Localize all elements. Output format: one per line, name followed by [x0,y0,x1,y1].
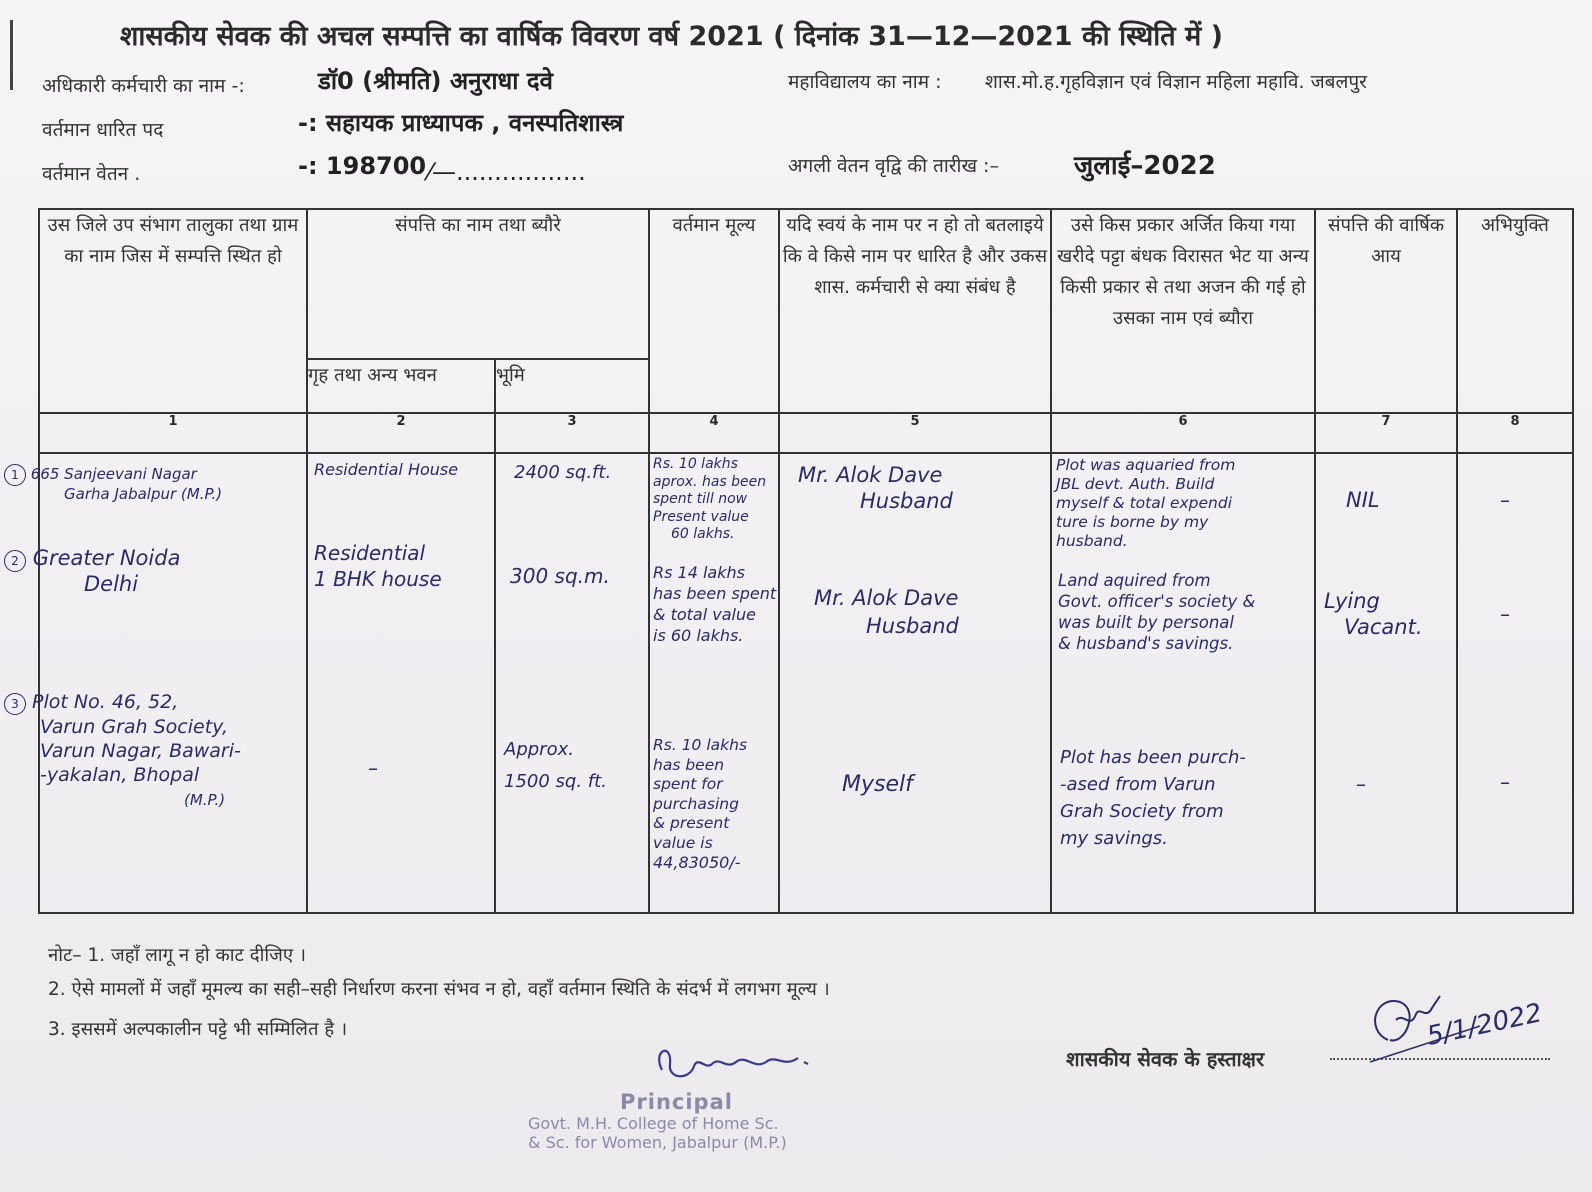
acquired-line: myself & total expendi [1056,494,1233,512]
location-line: Varun Grah Society, [40,716,228,738]
location-line: Varun Nagar, Bawari- [40,740,241,762]
table-row [1056,456,1235,551]
income-line: NIL [1346,488,1380,512]
col-location-header: उस जिले उप संभाग तालुका तथा ग्राम का नाम जिस में सम्पत्ति स्थित हो [39,209,307,413]
remark-cell [1457,453,1573,913]
table-row [1324,588,1423,640]
value-line: value is [653,833,713,852]
remark-line: – [1500,770,1510,794]
land-line: 300 sq.m. [510,564,610,588]
building-line: Residential House [314,460,459,479]
land-line: 2400 sq.ft. [514,462,612,483]
value-line: has been [653,755,725,774]
col-number: 5 [779,413,1051,453]
value-line: Present value [653,508,749,525]
col-number: 3 [495,413,649,453]
land-line: 1500 sq. ft. [504,771,607,792]
building-line: – [368,756,378,780]
table-row [1060,744,1246,852]
post-value: -: सहायक प्राध्यापक , वनस्पतिशास्त्र [298,109,624,137]
value-line: Rs 14 lakhs [653,563,745,582]
table-row [4,546,180,596]
income-line: Vacant. [1344,615,1423,639]
row-index: 1 [4,464,26,486]
col-remark-header: अभियुक्ति [1457,209,1573,413]
increment-label: अगली वेतन वृद्वि की तारीख :– [788,155,999,177]
location-cell [11,453,307,913]
col-number: 6 [1051,413,1315,453]
table-row [653,562,776,646]
value-line: has been spent [653,584,777,603]
college-label: महाविद्यालय का नाम : [788,71,942,93]
acquired-line: Govt. officer's society & [1058,592,1256,611]
value-line: is 60 lakhs. [653,626,744,645]
property-table [11,208,1574,914]
value-line: spent till now [653,491,748,507]
holder-cell [779,453,1051,913]
increment-value: जुलाई–2022 [1074,151,1216,181]
value-line: 60 lakhs. [671,526,735,542]
income-line: Lying [1324,589,1380,613]
scan-edge-mark [10,20,13,90]
land-cell [495,453,649,913]
location-line: Garha Jabalpur (M.P.) [64,485,223,503]
value-line: spent for [653,775,723,793]
building-line: Residential [314,541,426,565]
table-body-row [39,453,1573,913]
value-line: & present [653,814,730,832]
col-number: 8 [1457,413,1573,453]
building-line: 1 BHK house [314,567,442,591]
col-value-header: वर्तमान मूल्य [649,209,779,413]
salary-value: -: 198700 [298,152,427,180]
column-number-row [39,413,1573,453]
note-2: 2. ऐसे मामलों में जहॉं मूमल्य का सही–सही निर्धारण करना संभव न हो, वहॉं वर्तमान स्थिति के संदर्भ में लगभग मूल्य । [48,979,830,1000]
acquired-line: Plot has been purch- [1060,747,1246,768]
subcol-land-header: भूमि [495,359,649,413]
col-acquired-header: उसे किस प्रकार अर्जित किया गया खरीदे पट्टा बंधक विरासत भेट या अन्य किसी प्रकार से तथा अजन की गई हो उसका नाम एवं ब्यौरा [1051,209,1315,413]
row-index: 3 [4,693,26,715]
col-property-header: संपत्ति का नाम तथा ब्यौरे [307,209,649,359]
table-row [4,690,241,812]
location-line: Delhi [84,572,139,596]
col-number: 2 [307,413,495,453]
land-line: Approx. [504,739,574,760]
acquired-line: Land aquired from [1058,571,1211,590]
location-line: (M.P.) [184,791,226,809]
location-line: -yakalan, Bhopal [40,764,200,786]
col-income-header: संपत्ति की वार्षिक आय [1315,209,1457,413]
subcol-building-header: गृह तथा अन्य भवन [307,359,495,413]
value-line: 44,83050/- [653,853,741,872]
table-row [798,462,953,514]
acquired-line: & husband's savings. [1058,634,1234,653]
salary-slash-mark: ⁄—................. [428,158,586,186]
officer-label: अधिकारी कर्मचारी का नाम -: [42,75,245,97]
principal-stamp [528,1090,787,1152]
col-number: 7 [1315,413,1457,453]
table-row [4,464,222,503]
note-3: 3. इससमें अल्पकालीन पट्टे भी सम्मिलित है । [48,1019,348,1040]
col-holder-header: यदि स्वयं के नाम पर न हो तो बतलाइये कि वे किसे नाम पर धारित है और उकस शास. कर्मचारी से क्या संबंध है [779,209,1051,413]
acquired-line: ture is borne by my [1056,513,1209,531]
income-cell [1315,453,1457,913]
table-row [653,456,766,544]
holder-line: Myself [842,772,913,797]
value-line: purchasing [653,794,739,813]
table-row [314,540,442,592]
acquired-line: husband. [1056,532,1128,550]
value-cell [649,453,779,913]
col-number: 1 [39,413,307,453]
stamp-title: Principal [620,1090,733,1114]
location-line: Greater Noida [32,546,181,570]
income-line: – [1356,772,1366,796]
col-number: 4 [649,413,779,453]
value-line: & total value [653,605,756,624]
location-line: 665 Sanjeevani Nagar [30,465,197,483]
acquired-line: was built by personal [1058,613,1234,632]
stamp-line: Govt. M.H. College of Home Sc. [528,1114,779,1133]
remark-line: – [1500,488,1510,512]
holder-line: Mr. Alok Dave [798,463,943,487]
officer-value: डॉ0 (श्रीमति) अनुराधा दवे [318,67,553,95]
holder-line: Mr. Alok Dave [814,586,959,610]
college-value: शास.मो.ह.गृहविज्ञान एवं विज्ञान महिला महावि. जबलपुर [985,71,1367,93]
salary-label: वर्तमान वेतन . [42,163,141,185]
acquired-line: Plot was aquaried from [1056,456,1236,474]
building-cell [307,453,495,913]
value-line: Rs. 10 lakhs [653,736,748,754]
stamp-line: & Sc. for Women, Jabalpur (M.P.) [528,1133,787,1152]
document-title: शासकीय सेवक की अचल सम्पत्ति का वार्षिक विवरण वर्ष 2021 ( दिनांक 31—12—2021 की स्थिति में ) [120,21,1223,52]
signature-date: 5/1/2022 [1424,998,1545,1052]
table-row [1058,570,1255,654]
note-1: नोट– 1. जहॉं लागू न हो काट दीजिए । [48,945,307,966]
row-index: 2 [4,550,26,572]
signature-label: शासकीय सेवक के हस्ताक्षर [1066,1047,1265,1071]
table-row [814,584,959,640]
table-row [504,734,607,798]
value-line: aprox. has been [653,473,767,490]
acquired-line: Grah Society from [1060,801,1224,822]
acquired-cell [1051,453,1315,913]
post-label: वर्तमान धारित पद [42,119,164,141]
acquired-line: -ased from Varun [1060,774,1216,795]
table-row [653,736,747,874]
value-line: Rs. 10 lakhs [653,456,738,472]
acquired-line: JBL devt. Auth. Build [1056,475,1215,493]
holder-line: Husband [866,614,959,638]
acquired-line: my savings. [1060,828,1168,849]
holder-line: Husband [860,489,953,513]
principal-signature [650,1040,840,1090]
location-line: Plot No. 46, 52, [32,691,179,713]
remark-line: – [1500,602,1510,626]
